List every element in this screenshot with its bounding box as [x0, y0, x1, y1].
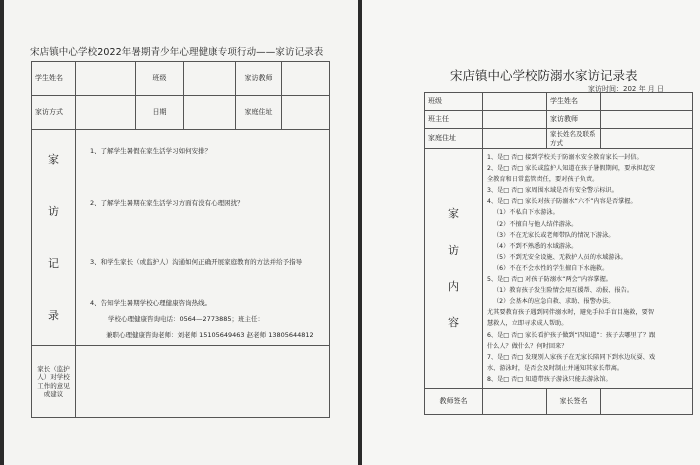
- checklist-subitem: （2）不擅自与他人结伴游泳。: [493, 220, 578, 228]
- visit-record-char: 记: [48, 257, 59, 270]
- visit-record-content[interactable]: [76, 130, 330, 346]
- checklist-subitem: （3）不在无家长或老师带队的情况下游泳。: [493, 231, 615, 239]
- date-value[interactable]: [184, 96, 236, 130]
- visit-record-char: 家: [48, 153, 59, 166]
- question-4: 4、告知学生暑期学校心理健康咨询热线。: [90, 299, 212, 307]
- visit-content-char: 访: [448, 243, 459, 257]
- head-teacher-label: 班主任: [425, 111, 483, 129]
- visit-method-value[interactable]: [76, 96, 136, 130]
- checklist-subitem: （5）不到无安全设施、无救护人员的水域游泳。: [493, 253, 627, 261]
- checklist-line: 什么人？做什么？何时回来？: [487, 342, 568, 350]
- hotline-line: 学校心理健康咨询电话：0564—2773885；班主任：: [108, 315, 264, 323]
- visit-record-char: 访: [48, 205, 59, 218]
- class-label: 班级: [136, 62, 184, 96]
- checklist-item[interactable]: 4、是□ 否□ 家长对孩子防溺水“六不”内容是否掌握。: [487, 198, 637, 206]
- student-name-label: 学生姓名: [547, 93, 601, 111]
- checklist-item[interactable]: 2、是□ 否□ 家长或监护人知道在孩子暑假期间，要承担起安: [487, 165, 656, 173]
- left-record-table: [31, 61, 330, 418]
- address-value[interactable]: [483, 129, 547, 149]
- checklist-item[interactable]: 1、是□ 否□ 接到学校关于防溺水安全教育家长一封信。: [487, 154, 643, 161]
- visit-teacher-value[interactable]: [601, 111, 693, 129]
- visit-content-label: [425, 149, 483, 389]
- teacher-sign-value[interactable]: [483, 388, 547, 414]
- feedback-value[interactable]: [76, 346, 330, 418]
- right-record-table: [424, 92, 693, 415]
- address-label: 家庭住址: [425, 129, 483, 149]
- visit-teacher-label: 家访教师: [547, 111, 601, 129]
- checklist-subitem: （1）不私自下水游泳。: [493, 209, 559, 217]
- visit-teacher-label: 家访教师: [236, 62, 282, 96]
- checklist-line: 尤其要教育孩子遇到同伴溺水时，避免手拉手盲目施救，要智: [487, 309, 655, 317]
- class-label: 班级: [425, 93, 483, 111]
- date-label: 日期: [136, 96, 184, 130]
- checklist-item[interactable]: 3、是□ 否□ 家周围水域是否有安全警示标识。: [487, 187, 618, 195]
- checklist-item[interactable]: 7、是□ 否□ 发现别人家孩子在无家长陪同下到水边玩耍、戏: [487, 353, 656, 361]
- visit-content-char: 内: [448, 280, 459, 294]
- question-3: 3、和学生家长（或监护人）沟通如何正确开展家庭教育的方法并给予指导: [90, 258, 303, 266]
- visit-record-label: [32, 130, 76, 346]
- visit-content-char: 容: [448, 316, 459, 330]
- student-name-value[interactable]: [601, 93, 693, 111]
- checklist-subitem: （2）会基本的应急自救、求助、报警办法。: [493, 298, 615, 306]
- checklist-subitem: （6）不在不会水性的学生擅自下水施救。: [493, 264, 609, 272]
- left-record-sheet: [4, 0, 358, 465]
- visit-teacher-value[interactable]: [282, 62, 330, 96]
- right-sheet-title: 宋店镇中心学校防溺水家访记录表: [450, 68, 638, 83]
- feedback-label: 家长（监护人）对学校工作的意见或建议: [32, 346, 76, 418]
- visit-record-char: 录: [48, 309, 59, 322]
- class-value[interactable]: [184, 62, 236, 96]
- address-label: 家庭住址: [236, 96, 282, 130]
- question-2: 2、了解学生暑期在家生活学习方面有没有心理困扰？: [90, 199, 244, 207]
- student-name-value[interactable]: [76, 62, 136, 96]
- visit-method-label: 家访方式: [32, 96, 76, 130]
- counselor-line: 兼职心理健康咨询老师：刘老师 15105649463 赵老师 13805644812: [106, 331, 314, 339]
- class-value[interactable]: [483, 93, 547, 111]
- parent-contact-label: 家长姓名及联系方式: [547, 129, 601, 149]
- checklist-line: 慧救人，立即寻求成人帮助。: [487, 320, 568, 328]
- address-value[interactable]: [282, 96, 330, 130]
- checklist-subitem: （1）教育孩子发生险情会用互援帮、动报、报告。: [493, 287, 634, 295]
- checklist-subitem: （4）不到不熟悉的水域游泳。: [493, 242, 578, 250]
- left-sheet-title: 宋店镇中心学校2022年暑期青少年心理健康专项行动——家访记录表: [30, 47, 324, 58]
- checklist-item[interactable]: 8、是□ 否□ 知道带孩子游泳只能去游泳馆。: [487, 375, 612, 383]
- checklist-line: 全教育和日常监管责任，要对孩子负责。: [487, 176, 599, 184]
- checklist-line: 水、游泳时，是否会及时制止并通知其家长带离。: [487, 364, 624, 372]
- checklist-item[interactable]: 5、是□ 否□ 对孩子防溺水“两会”内容掌握。: [487, 276, 612, 284]
- visit-content-char: 家: [448, 207, 459, 221]
- student-name-label: 学生姓名: [32, 62, 76, 96]
- parent-sign-label: 家长签名: [547, 388, 601, 414]
- question-1: 1、了解学生暑假在家生活学习如何安排？: [90, 147, 212, 155]
- parent-sign-value[interactable]: [601, 388, 693, 414]
- head-teacher-value[interactable]: [483, 111, 547, 129]
- right-record-sheet: [362, 0, 700, 465]
- teacher-sign-label: 教师签名: [425, 388, 483, 414]
- visit-content-list: [483, 149, 693, 389]
- checklist-item[interactable]: 6、是□ 否□ 家长看护孩子做到“四知道”：孩子去哪里了？跟: [487, 331, 656, 339]
- visit-time: 家访时间：202 年 月 日: [588, 85, 665, 93]
- parent-contact-value[interactable]: [601, 129, 693, 149]
